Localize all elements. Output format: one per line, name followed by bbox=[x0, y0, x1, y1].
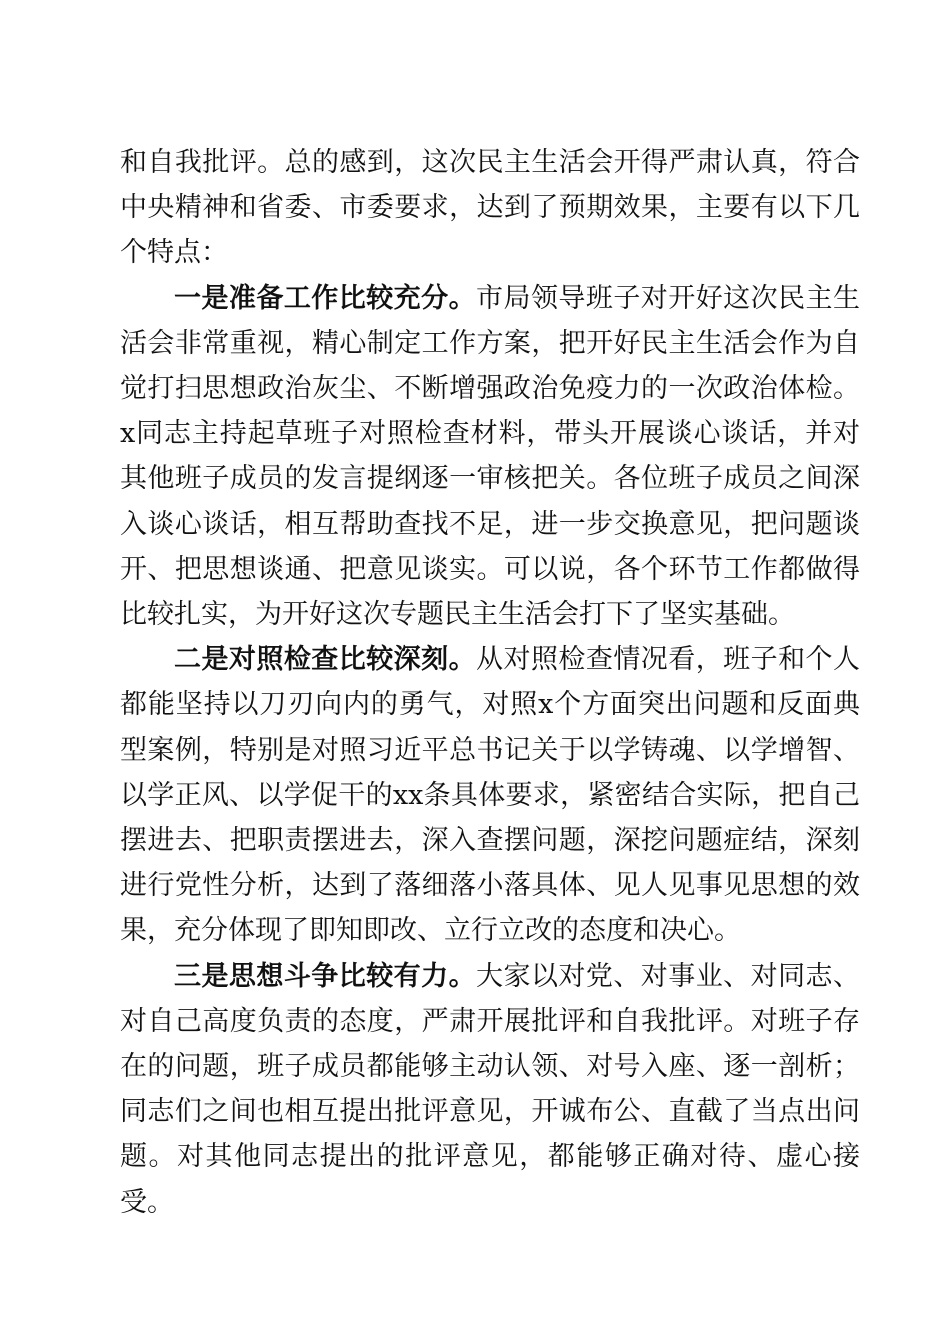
paragraph-ideological-struggle-heading: 三是思想斗争比较有力。 bbox=[174, 960, 477, 992]
paragraph-preparation-heading: 一是准备工作比较充分。 bbox=[174, 282, 477, 314]
document-body bbox=[120, 140, 860, 1225]
paragraph-ideological-struggle bbox=[120, 954, 860, 1225]
paragraph-self-examination-heading: 二是对照检查比较深刻。 bbox=[174, 644, 477, 676]
paragraph-self-examination bbox=[120, 637, 860, 953]
paragraph-self-examination-text: 从对照检查情况看，班子和个人都能坚持以刀刃向内的勇气，对照x个方面突出问题和反面典型案例，特别是对照习近平总书记关于以学铸魂、以学增智、以学正风、以学促干的xx条具体要求，紧密结合实际，把自己摆进去、把职责摆进去，深入查摆问题，深挖问题症结，深刻进行党性分析，达到了落细落小落具体、见人见事见思想的效果，充分体现了即知即改、立行立改的态度和决心。 bbox=[120, 644, 861, 947]
paragraph-ideological-struggle-text: 大家以对党、对事业、对同志、对自己高度负责的态度，严肃开展批评和自我批评。对班子存在的问题，班子成员都能够主动认领、对号入座、逐一剖析；同志们之间也相互提出批评意见，开诚布公、直截了当点出问题。对其他同志提出的批评意见，都能够正确对待、虚心接受。 bbox=[120, 960, 861, 1218]
paragraph-intro-text: 和自我批评。总的感到，这次民主生活会开得严肃认真，符合中央精神和省委、市委要求，达到了预期效果，主要有以下几个特点： bbox=[120, 147, 860, 269]
paragraph-preparation-text: 市局领导班子对开好这次民主生活会非常重视，精心制定工作方案，把开好民主生活会作为自觉打扫思想政治灰尘、不断增强政治免疫力的一次政治体检。x同志主持起草班子对照检查材料，带头开展谈心谈话，并对其他班子成员的发言提纲逐一审核把关。各位班子成员之间深入谈心谈话，相互帮助查找不足，进一步交换意见，把问题谈开、把思想谈通、把意见谈实。可以说，各个环节工作都做得比较扎实，为开好这次专题民主生活会打下了坚实基础。 bbox=[120, 282, 861, 631]
paragraph-preparation bbox=[120, 276, 860, 638]
paragraph-intro bbox=[120, 140, 860, 276]
